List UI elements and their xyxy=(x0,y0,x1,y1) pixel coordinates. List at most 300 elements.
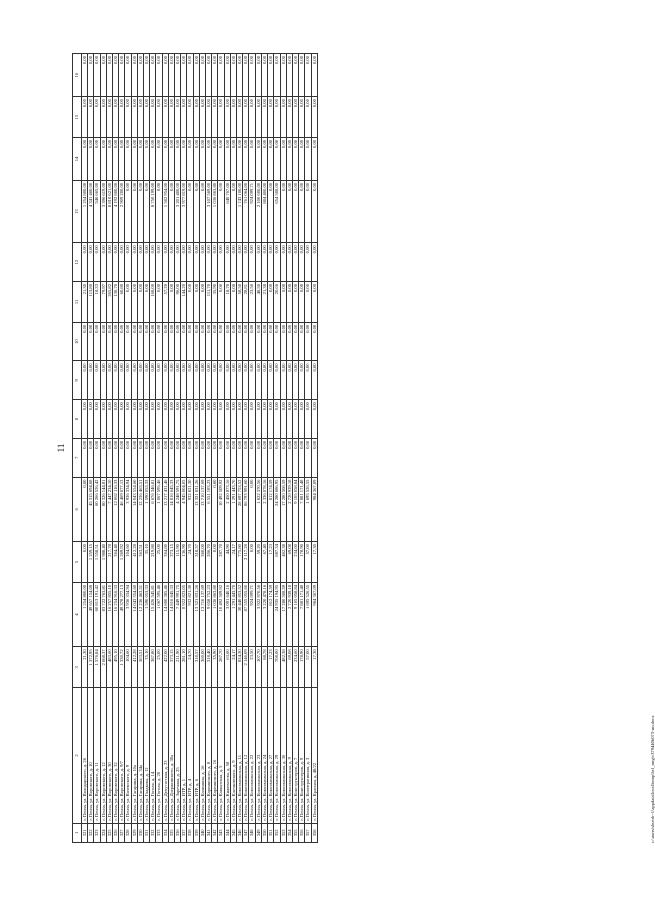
value-cell: 60 813 191,42 xyxy=(94,582,100,646)
value-cell: 1 743 100,00 xyxy=(237,180,243,242)
value-cell: 28,81 xyxy=(243,281,249,322)
value-cell: 0,00 xyxy=(94,243,100,282)
value-cell: 0,00 xyxy=(119,243,125,282)
value-cell: 0,00 xyxy=(212,97,218,138)
value-cell: 0,00 xyxy=(144,180,150,242)
value-cell: 0,00 xyxy=(292,54,298,97)
value-cell: 0,00 xyxy=(106,322,112,361)
value-cell: 7 881 171,48 xyxy=(299,582,305,646)
row-number: 351 xyxy=(268,823,274,842)
value-cell: 0,00 xyxy=(286,438,292,477)
value-cell: 0,00 xyxy=(125,97,131,138)
column-header: 4 xyxy=(73,582,82,646)
value-cell: 0,00 xyxy=(280,137,286,180)
row-number: 321 xyxy=(82,823,88,842)
value-cell: 14 043 554,60 xyxy=(131,477,137,541)
value-cell: 1 822 370,56 xyxy=(255,477,261,541)
value-cell: 0,00 xyxy=(82,322,88,361)
value-cell: 104,60 xyxy=(125,647,131,688)
value-cell: 115,90 xyxy=(175,542,181,583)
value-cell: 0,00 xyxy=(131,400,137,439)
value-cell: 0,00 xyxy=(131,361,137,400)
value-cell: 4 945 004,05 xyxy=(181,477,187,541)
column-header: 10 xyxy=(73,322,82,361)
value-cell: 0,00 xyxy=(119,137,125,180)
value-cell: 0,00 xyxy=(100,361,106,400)
table-body xyxy=(82,54,318,843)
value-cell: 932 821,30 xyxy=(187,582,193,646)
value-cell: 48,50 xyxy=(255,281,261,322)
row-number: 341 xyxy=(206,823,212,842)
address-cell: г. Пенза, ул. Комсомольская, д. 29 xyxy=(274,688,280,823)
value-cell: 60 266 526,42 xyxy=(94,477,100,541)
value-cell: 234,60 xyxy=(292,542,298,583)
row-number: 339 xyxy=(193,823,199,842)
address-cell: г. Пенза, ул. Комсомольская, д. 24 xyxy=(261,688,267,823)
value-cell: 0,00 xyxy=(88,243,94,282)
value-cell: 24,17 xyxy=(230,542,236,583)
value-cell: 0,00 xyxy=(261,361,267,400)
value-cell: 14 800 385,46 xyxy=(162,582,168,646)
row-number: 325 xyxy=(106,823,112,842)
value-cell: 0,00 xyxy=(230,281,236,322)
value-cell: 219,80 xyxy=(150,542,156,583)
value-cell: 0,00 xyxy=(311,180,317,242)
value-cell: 0,00 xyxy=(199,137,205,180)
value-cell: 0,00 xyxy=(255,361,261,400)
value-cell: 0,00 xyxy=(255,438,261,477)
address-cell: г. Пенза, ул. Заречная, д. 25 xyxy=(175,688,181,823)
value-cell: 0,00 xyxy=(311,438,317,477)
value-cell: 0,00 xyxy=(261,54,267,97)
value-cell: 13 217 431,46 xyxy=(162,477,168,541)
value-cell: 0,00 xyxy=(175,438,181,477)
value-cell: 25,00 xyxy=(156,542,162,583)
value-cell: 0,00 xyxy=(305,438,311,477)
row-number: 346 xyxy=(237,823,243,842)
value-cell: 0,00 xyxy=(187,54,193,97)
column-header: 1 xyxy=(73,823,82,842)
value-cell: 3 201 400,00 xyxy=(175,180,181,242)
value-cell: 0,00 xyxy=(280,180,286,242)
row-number: 344 xyxy=(224,823,230,842)
row-number: 338 xyxy=(187,823,193,842)
value-cell: 45 315 694,08 xyxy=(88,477,94,541)
value-cell: 234,60 xyxy=(292,647,298,688)
value-cell: 0,00 xyxy=(268,400,274,439)
address-cell: г. Пенза, ул. Комсомольская, д. 9 xyxy=(286,688,292,823)
value-cell: 0,00 xyxy=(249,322,255,361)
value-cell: 24,70 xyxy=(187,542,193,583)
value-cell: 0,00 xyxy=(280,361,286,400)
value-cell: 0,00 xyxy=(100,137,106,180)
address-cell: г. Пенза, ул. Вяземского, д. 9 xyxy=(125,688,131,823)
value-cell: 0,00 xyxy=(137,400,143,439)
value-cell: 0,00 xyxy=(286,400,292,439)
value-cell: 14 816 645,33 xyxy=(168,477,174,541)
value-cell: 6 676 346,81 xyxy=(150,477,156,541)
value-cell: 0,00 xyxy=(311,281,317,322)
value-cell: 16 257 855,10 xyxy=(106,582,112,646)
value-cell: 775,80 xyxy=(237,542,243,583)
value-cell: 812 174,59 xyxy=(268,477,274,541)
value-cell: 0,00 xyxy=(237,361,243,400)
value-cell: 0,00 xyxy=(144,361,150,400)
address-cell: г. Пенза, ул. Кижеватова, д. 58 xyxy=(224,688,230,823)
value-cell: 360,00 xyxy=(199,647,205,688)
value-cell: 287,70 xyxy=(218,542,224,583)
value-cell: 0,00 xyxy=(162,438,168,477)
row-number: 348 xyxy=(249,823,255,842)
value-cell: 924 099,71 xyxy=(249,180,255,242)
address-cell: г. Пенза, ул. Воровского, д. 9/7 xyxy=(119,688,125,823)
value-cell: 0,00 xyxy=(168,243,174,282)
value-cell: 0,00 xyxy=(255,322,261,361)
value-cell: 984 367,09 xyxy=(311,582,317,646)
value-cell: 0,00 xyxy=(292,438,298,477)
value-cell: 0,00 xyxy=(88,54,94,97)
value-cell: 0,00 xyxy=(230,400,236,439)
value-cell: 60,80 xyxy=(119,281,125,322)
value-cell: 0,00 xyxy=(311,322,317,361)
address-cell: г. Пенза, ул. ИТР, д. 6 xyxy=(193,688,199,823)
value-cell: 363,51 xyxy=(137,647,143,688)
value-cell: 0,00 xyxy=(100,438,106,477)
value-cell: 7 449 991,75 xyxy=(175,582,181,646)
value-cell: 0,00 xyxy=(113,54,119,97)
column-header: 8 xyxy=(73,400,82,439)
value-cell: 0,00 xyxy=(175,322,181,361)
value-cell: 17,23 xyxy=(268,647,274,688)
value-cell: 0,00 xyxy=(168,180,174,242)
address-cell: г. Пенза, ул. Комсомольская, д. 23 xyxy=(255,688,261,823)
value-cell: 0,00 xyxy=(218,361,224,400)
value-cell: 0,00 xyxy=(255,137,261,180)
value-cell: 1 590 053,33 xyxy=(144,582,150,646)
value-cell: 0,00 xyxy=(144,97,150,138)
row-number: 347 xyxy=(243,823,249,842)
value-cell: 0,00 xyxy=(144,438,150,477)
value-cell: 9 105 058,84 xyxy=(292,582,298,646)
value-cell: 0,00 xyxy=(268,281,274,322)
value-cell: 0,00 xyxy=(187,361,193,400)
value-cell: 0,00 xyxy=(249,477,255,541)
value-cell: 0,00 xyxy=(268,322,274,361)
value-cell: 0,00 xyxy=(212,137,218,180)
value-cell: 0,00 xyxy=(243,54,249,97)
value-cell: 0,00 xyxy=(261,400,267,439)
value-cell: 0,00 xyxy=(168,54,174,97)
value-cell: 318,57 xyxy=(193,647,199,688)
column-header: 15 xyxy=(73,97,82,138)
value-cell: 8 750 199,00 xyxy=(150,180,156,242)
row-number: 352 xyxy=(274,823,280,842)
value-cell: 2 336 078,16 xyxy=(261,477,267,541)
value-cell: 0,00 xyxy=(237,438,243,477)
value-cell: 0,00 xyxy=(292,97,298,138)
value-cell: 0,00 xyxy=(119,438,125,477)
value-cell: 0,00 xyxy=(224,97,230,138)
value-cell: 24 280 686,95 xyxy=(274,477,280,541)
value-cell: 0,00 xyxy=(243,438,249,477)
value-cell: 0,00 xyxy=(100,400,106,439)
row-number: 337 xyxy=(181,823,187,842)
value-cell: 0,00 xyxy=(230,243,236,282)
value-cell: 0,00 xyxy=(175,400,181,439)
value-cell: 0,00 xyxy=(125,281,131,322)
file-path-footer: c:\users\shcerb~1\appdata\local\temp\bcl_mrg\c379440b073-нп.docx xyxy=(650,715,655,843)
value-cell: 0,00 xyxy=(106,97,112,138)
value-cell: 0,00 xyxy=(125,180,131,242)
value-cell: 0,00 xyxy=(311,400,317,439)
value-cell: 0,00 xyxy=(100,54,106,97)
value-cell: 59,20 xyxy=(255,542,261,583)
value-cell: 0,00 xyxy=(193,438,199,477)
value-cell: 8 810 621,00 xyxy=(106,180,112,242)
value-cell: 0,00 xyxy=(137,361,143,400)
value-cell: 483,60 xyxy=(106,647,112,688)
value-cell: 3 936 334,94 xyxy=(125,477,131,541)
value-cell: 0,00 xyxy=(218,400,224,439)
value-cell: 0,00 xyxy=(243,97,249,138)
value-cell: 0,00 xyxy=(82,477,88,541)
value-cell: 0,00 xyxy=(119,54,125,97)
column-header-row xyxy=(73,54,82,843)
address-cell: г. Пенза, ул. Воровского, д. 11 xyxy=(94,688,100,823)
value-cell: 1 291 443,70 xyxy=(230,582,236,646)
value-cell: 546 665,00 xyxy=(94,180,100,242)
value-cell: 4 248 591,75 xyxy=(175,477,181,541)
address-cell: г. Пенза, ул. Карпинского, д. 16 xyxy=(212,688,218,823)
row-number: 332 xyxy=(150,823,156,842)
address-cell: г. Пенза, ул. Воровского, д. 32 xyxy=(113,688,119,823)
value-cell: 0,00 xyxy=(150,137,156,180)
value-cell: 17 280 508,59 xyxy=(280,582,286,646)
value-cell: 0,00 xyxy=(131,180,137,242)
row-number: 327 xyxy=(119,823,125,842)
value-cell: 0,00 xyxy=(305,54,311,97)
value-cell: 1 036 863,80 xyxy=(212,582,218,646)
value-cell: 0,00 xyxy=(311,54,317,97)
row-number: 340 xyxy=(199,823,205,842)
value-cell: 932 821,30 xyxy=(187,477,193,541)
value-cell: 0,00 xyxy=(218,438,224,477)
value-cell: 0,00 xyxy=(249,438,255,477)
value-cell: 0,00 xyxy=(199,180,205,242)
value-cell: 0,00 xyxy=(299,137,305,180)
value-cell: 363,51 xyxy=(137,542,143,583)
value-cell: 0,00 xyxy=(224,438,230,477)
value-cell: 0,00 xyxy=(125,438,131,477)
value-cell: 0,00 xyxy=(286,281,292,322)
value-cell: 0,00 xyxy=(212,54,218,97)
value-cell: 0,00 xyxy=(268,180,274,242)
value-cell: 69,08 xyxy=(286,647,292,688)
value-cell: 24,17 xyxy=(230,647,236,688)
value-cell: 0,00 xyxy=(94,438,100,477)
column-header: 7 xyxy=(73,438,82,477)
value-cell: 0,00 xyxy=(131,438,137,477)
row-number: 326 xyxy=(113,823,119,842)
value-cell: 0,00 xyxy=(311,97,317,138)
value-cell: 0,00 xyxy=(125,243,131,282)
value-cell: 0,00 xyxy=(255,54,261,97)
value-cell: 1 269,92 xyxy=(119,542,125,583)
value-cell: 0,00 xyxy=(305,97,311,138)
value-cell: 1 254 800,00 xyxy=(82,180,88,242)
value-cell: 0,00 xyxy=(156,281,162,322)
value-cell: 12 236 463,51 xyxy=(137,477,143,541)
value-cell: 0,00 xyxy=(94,361,100,400)
value-cell: 3 936 334,94 xyxy=(125,582,131,646)
value-cell: 1 988,40 xyxy=(100,542,106,583)
value-cell: 0,00 xyxy=(280,438,286,477)
value-cell: 0,00 xyxy=(113,137,119,180)
address-cell: г. Пенза, ул. ИТР, д. 1 xyxy=(181,688,187,823)
value-cell: 0,00 xyxy=(88,322,94,361)
value-cell: 0,00 xyxy=(156,54,162,97)
value-cell: 364,40 xyxy=(113,542,119,583)
address-cell: г. Пенза, ул. Комсомольская, д. 22 xyxy=(249,688,255,823)
value-cell: 0,00 xyxy=(237,137,243,180)
value-cell: 0,00 xyxy=(125,400,131,439)
value-cell: 0,00 xyxy=(286,54,292,97)
value-cell: 9 658 752,23 xyxy=(206,582,212,646)
value-cell: 0,00 xyxy=(150,322,156,361)
value-cell: 13 710 137,69 xyxy=(199,477,205,541)
value-cell: 2 720 939,18 xyxy=(286,582,292,646)
value-cell: 0,00 xyxy=(94,400,100,439)
value-cell: 318,57 xyxy=(193,542,199,583)
value-cell: 0,00 xyxy=(292,243,298,282)
value-cell: 0,00 xyxy=(125,54,131,97)
value-cell: 0,00 xyxy=(137,180,143,242)
value-cell: 0,00 xyxy=(230,180,236,242)
value-cell: 2 146,09 xyxy=(243,647,249,688)
value-cell: 0,00 xyxy=(274,137,280,180)
value-cell: 0,00 xyxy=(268,54,274,97)
value-cell: 0,00 xyxy=(286,243,292,282)
value-cell: 0,00 xyxy=(82,243,88,282)
value-cell: 287,70 xyxy=(218,647,224,688)
value-cell: 1 695 526,55 xyxy=(305,477,311,541)
value-cell: 640 767,00 xyxy=(224,180,230,242)
value-cell: 482,38 xyxy=(280,647,286,688)
value-cell: 0,00 xyxy=(292,361,298,400)
column-header: 11 xyxy=(73,281,82,322)
value-cell: 0,00 xyxy=(156,180,162,242)
value-cell: 0,00 xyxy=(199,438,205,477)
value-cell: 0,00 xyxy=(168,438,174,477)
value-cell: 0,00 xyxy=(137,438,143,477)
value-cell: 57,00 xyxy=(305,542,311,583)
value-cell: 0,00 xyxy=(199,322,205,361)
value-cell: 0,00 xyxy=(162,54,168,97)
value-cell: 0,00 xyxy=(224,243,230,282)
address-cell: г. Пенза, ул. Дзержинского, д. 30а xyxy=(168,688,174,823)
value-cell: 0,00 xyxy=(187,97,193,138)
value-cell: 0,00 xyxy=(261,97,267,138)
value-cell: 0,00 xyxy=(150,400,156,439)
value-cell: 0,00 xyxy=(286,322,292,361)
value-cell: 0,00 xyxy=(224,322,230,361)
value-cell: 0,00 xyxy=(106,400,112,439)
value-cell: 0,00 xyxy=(162,322,168,361)
value-cell: 0,00 xyxy=(286,361,292,400)
address-cell: г. Пенза, ул. Гладкова, д. 12 xyxy=(144,688,150,823)
value-cell: 0,00 xyxy=(106,243,112,282)
value-cell: 0,00 xyxy=(230,322,236,361)
value-cell: 495,10 xyxy=(113,647,119,688)
value-cell: 0,00 xyxy=(137,243,143,282)
value-cell: 0,00 xyxy=(193,54,199,97)
value-cell: 4 341 460,00 xyxy=(88,180,94,242)
value-cell: 206,70 xyxy=(206,542,212,583)
value-cell: 0,00 xyxy=(299,281,305,322)
value-cell: 0,00 xyxy=(280,54,286,97)
value-cell: 0,00 xyxy=(249,243,255,282)
value-cell: 107,70 xyxy=(255,647,261,688)
value-cell: 0,00 xyxy=(299,97,305,138)
value-cell: 0,00 xyxy=(137,97,143,138)
value-cell: 0,00 xyxy=(175,361,181,400)
value-cell: 0,00 xyxy=(131,243,137,282)
address-cell: г. Пенза, ул. Клочковского, д. 9 xyxy=(230,688,236,823)
value-cell: 0,00 xyxy=(187,180,193,242)
value-cell: 761 064,00 xyxy=(243,180,249,242)
value-cell: 0,00 xyxy=(286,180,292,242)
value-cell: 0,00 xyxy=(94,137,100,180)
value-cell: 104,60 xyxy=(125,542,131,583)
value-cell: 0,00 xyxy=(106,137,112,180)
value-cell: 0,00 xyxy=(199,54,205,97)
value-cell: 46 469 077,13 xyxy=(119,477,125,541)
column-header: 12 xyxy=(73,243,82,282)
value-cell: 0,00 xyxy=(280,243,286,282)
row-number: 345 xyxy=(230,823,236,842)
row-number: 331 xyxy=(144,823,150,842)
address-cell: г. Пенза, ул. Комсомольская, д. 36 xyxy=(280,688,286,823)
value-cell: 265,82 xyxy=(106,281,112,322)
value-cell: 30 440 853,52 xyxy=(237,582,243,646)
address-cell: г. Пенза, ул. Гагарина, д. 34а xyxy=(137,688,143,823)
value-cell: 0,00 xyxy=(193,243,199,282)
value-cell: 0,00 xyxy=(274,243,280,282)
value-cell: 0,00 xyxy=(305,400,311,439)
housing-cost-table xyxy=(72,53,318,843)
value-cell: 0,00 xyxy=(199,243,205,282)
value-cell: 10 492 509,92 xyxy=(218,582,224,646)
value-cell: 0,00 xyxy=(150,97,156,138)
value-cell: 0,00 xyxy=(311,243,317,282)
value-cell: 0,00 xyxy=(187,438,193,477)
value-cell: 0,00 xyxy=(299,361,305,400)
value-cell: 18,33 xyxy=(94,281,100,322)
value-cell: 21,38 xyxy=(261,281,267,322)
value-cell: 23,50 xyxy=(249,281,255,322)
value-cell: 3 091 640,16 xyxy=(224,582,230,646)
column-header: 14 xyxy=(73,137,82,180)
value-cell: 0,00 xyxy=(100,243,106,282)
value-cell: 113,80 xyxy=(88,281,94,322)
value-cell: 0,00 xyxy=(268,361,274,400)
value-cell: 0,00 xyxy=(261,137,267,180)
value-cell: 25,00 xyxy=(156,647,162,688)
column-header: 13 xyxy=(73,180,82,242)
value-cell: 130,70 xyxy=(113,281,119,322)
value-cell: 0,00 xyxy=(181,137,187,180)
value-cell: 136,90 xyxy=(181,542,187,583)
